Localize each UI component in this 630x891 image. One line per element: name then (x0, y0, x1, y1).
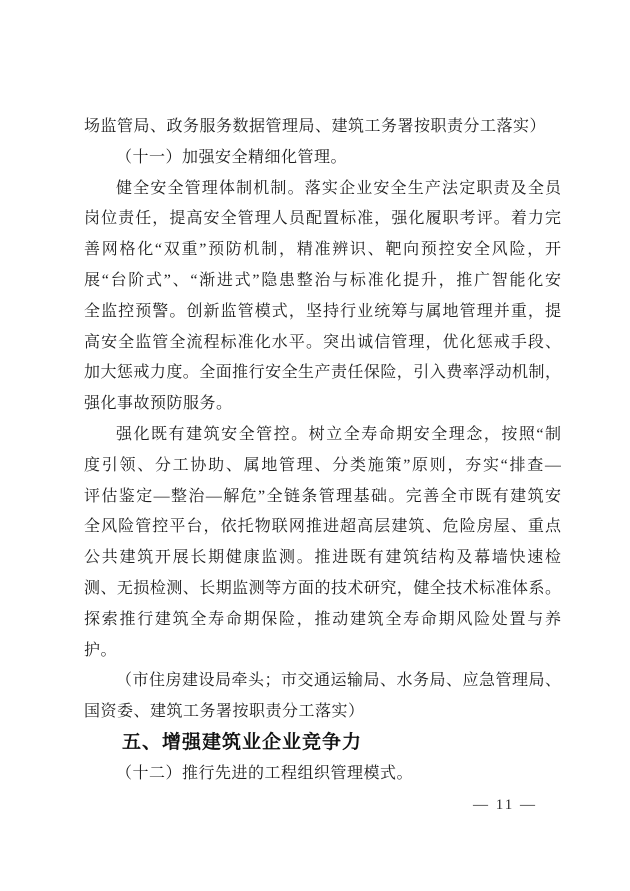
body-text-line: 强化事故预防服务。 (84, 395, 233, 413)
document-text-block (84, 112, 561, 790)
body-text-line: 护。 (84, 641, 118, 659)
body-text-line: 善网格化“双重”预防机制，精准辨识、靶向预控安全风险，开 (84, 241, 561, 259)
body-text-line: 场监管局、政务服务数据管理局、建筑工务署按职责分工落实） (84, 118, 547, 135)
body-text-line: 国资委、建筑工务署按职责分工落实） (84, 703, 365, 721)
body-text-line: 岗位责任，提高安全管理人员配置标准，强化履职考评。着力完 (84, 210, 561, 228)
body-paragraph (84, 759, 561, 790)
body-text-line: 测、无损检测、长期监测等方面的技术研究，健全技术标准体系。 (84, 579, 561, 597)
body-text-line: 评估鉴定—整治—解危”全链条管理基础。完善全市既有建筑安 (84, 487, 561, 505)
body-paragraph (84, 174, 561, 420)
body-text-line: 加大惩戒力度。全面推行安全生产责任保险，引入费率浮动机制， (84, 364, 561, 382)
body-paragraph (84, 420, 561, 666)
body-text-line: 公共建筑开展长期健康监测。推进既有建筑结构及幕墙快速检 (84, 549, 561, 567)
body-paragraph (84, 143, 561, 174)
body-text-line: 高安全监管全流程标准化水平。突出诚信管理，优化惩戒手段、 (84, 333, 561, 351)
body-text-line: 强化既有建筑安全管控。树立全寿命期安全理念，按照“制 (116, 425, 561, 443)
heading-line: 五、增强建筑业企业竞争力 (122, 731, 363, 753)
body-text-line: （十一）加强安全精细化管理。 (116, 148, 348, 166)
body-text-line: （十二）推行先进的工程组织管理模式。 (116, 764, 414, 782)
body-text-line: （市住房建设局牵头；市交通运输局、水务局、应急管理局、 (116, 672, 561, 690)
body-text-line: 度引领、分工协助、属地管理、分类施策”原则，夯实“排查— (84, 456, 561, 474)
page-number: — 11 — (473, 797, 537, 813)
body-text-line: 健全安全管理体制机制。落实企业安全生产法定职责及全员 (116, 179, 561, 197)
body-paragraph (84, 666, 561, 728)
section-heading-paragraph (84, 728, 561, 759)
body-text-line: 全风险管控平台，依托物联网推进超高层建筑、危险房屋、重点 (84, 518, 561, 536)
body-paragraph (84, 112, 561, 143)
body-text-line: 展“台阶式”、“渐进式”隐患整治与标准化提升，推广智能化安 (84, 271, 561, 289)
body-text-line: 全监控预警。创新监管模式，坚持行业统筹与属地管理并重，提 (84, 302, 561, 320)
body-text-line: 探索推行建筑全寿命期保险，推动建筑全寿命期风险处置与养 (84, 610, 561, 628)
